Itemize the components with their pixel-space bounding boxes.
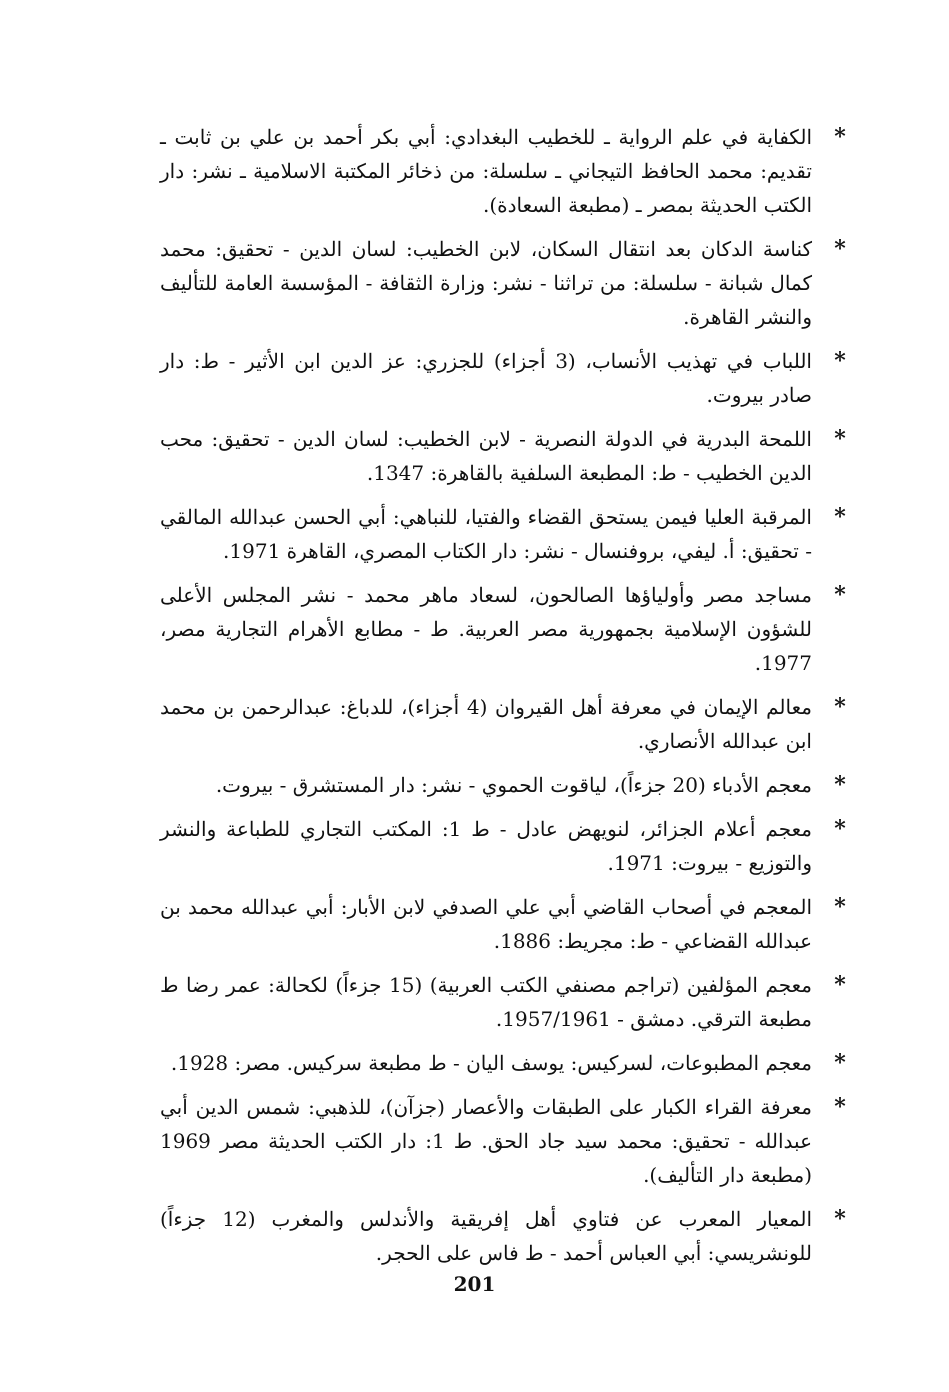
entry-text: مساجد مصر وأولياؤها الصالحون، لسعاد ماهر محمد - نشر المجلس الأعلى للشؤون الإسلامية بجمهورية مصر العربية. ط - مطابع الأهرام التجارية مصر، 1977. [160,583,812,675]
bibliography-entry [160,1202,850,1270]
entry-text: اللمحة البدرية في الدولة النصرية - لابن الخطيب: لسان الدين - تحقيق: محب الدين الخطيب - ط: المطبعة السلفية بالقاهرة: 1347. [160,427,812,485]
bibliography-entry [160,232,850,334]
bullet-star: * [834,1094,846,1120]
bullet-star: * [834,972,846,998]
page-number: 201 [453,1272,496,1296]
bibliography-entry [160,890,850,958]
entry-text: اللباب في تهذيب الأنساب، (3 أجزاء) للجزري: عز الدين ابن الأثير - ط: دار صادر بيروت. [160,349,812,407]
entry-text: معجم الأدباء (20 جزءاً)، لياقوت الحموي - نشر: دار المستشرق - بيروت. [215,773,812,797]
entry-text: معرفة القراء الكبار على الطبقات والأعصار (جزآن)، للذهبي: شمس الدين أبي عبدالله - تحقيق: محمد سيد جاد الحق. ط 1: دار الكتب الحديثة مصر 1969 (مطبعة دار التأليف). [160,1095,812,1187]
bibliography-entry [160,1046,850,1080]
bullet-star: * [834,236,846,262]
entry-text: معجم المؤلفين (تراجم مصنفي الكتب العربية) (15 جزءاً) لكحالة: عمر رضا ط مطبعة الترقي. دمشق - 1957/1961. [160,973,812,1031]
bullet-star: * [834,694,846,720]
bibliography-entry [160,500,850,568]
entry-text: معجم أعلام الجزائر، لنويهض عادل - ط 1: المكتب التجاري للطباعة والنشر والتوزيع - بيروت: 1971. [160,817,812,875]
entry-text: المرقبة العليا فيمن يستحق القضاء والفتيا، للنباهي: أبي الحسن عبدالله المالقي - تحقيق: أ. ليفي، بروفنسال - نشر: دار الكتاب المصري، القاهرة 1971. [160,505,812,563]
bibliography-entry [160,812,850,880]
bibliography-entry [160,690,850,758]
bullet-star: * [834,504,846,530]
bibliography-entry [160,1090,850,1192]
bibliography-entry [160,768,850,802]
bibliography-list [160,120,850,1280]
bibliography-entry [160,968,850,1036]
entry-text: الكفاية في علم الرواية ـ للخطيب البغدادي: أبي بكر أحمد بن علي بن ثابت ـ تقديم: محمد الحافظ التيجاني ـ سلسلة: من ذخائر المكتبة الاسلامية ـ نشر: دار الكتب الحديثة بمصر ـ (مطبعة السعادة). [160,125,813,217]
bullet-star: * [834,816,846,842]
entry-text: معجم المطبوعات، لسركيس: يوسف اليان - ط مطبعة سركيس. مصر: 1928. [170,1051,812,1075]
bibliography-entry [160,120,850,222]
bullet-star: * [834,582,846,608]
bullet-star: * [834,348,846,374]
entry-text: المعيار المعرب عن فتاوي أهل إفريقية والأندلس والمغرب (12 جزءاً) للونشريسي: أبي العباس أحمد - ط فاس على الحجر. [160,1207,812,1265]
bibliography-entry [160,578,850,680]
bibliography-entry [160,344,850,412]
bullet-star: * [834,1050,846,1076]
bullet-star: * [834,772,846,798]
entry-text: معالم الإيمان في معرفة أهل القيروان (4 أجزاء)، للدباغ: عبدالرحمن بن محمد ابن عبدالله الأنصاري. [160,695,812,753]
bullet-star: * [834,426,846,452]
entry-text: المعجم في أصحاب القاضي أبي علي الصدفي لابن الأبار: أبي عبدالله محمد بن عبدالله القضاعي - ط: مجريط: 1886. [160,895,812,953]
entry-text: كناسة الدكان بعد انتقال السكان، لابن الخطيب: لسان الدين - تحقيق: محمد كمال شبانة - سلسلة: من تراثنا - نشر: وزارة الثقافة - المؤسسة العامة للتأليف والنشر القاهرة. [160,237,812,329]
bibliography-entry [160,422,850,490]
bullet-star: * [834,124,846,150]
bullet-star: * [834,894,846,920]
bullet-star: * [834,1206,846,1232]
